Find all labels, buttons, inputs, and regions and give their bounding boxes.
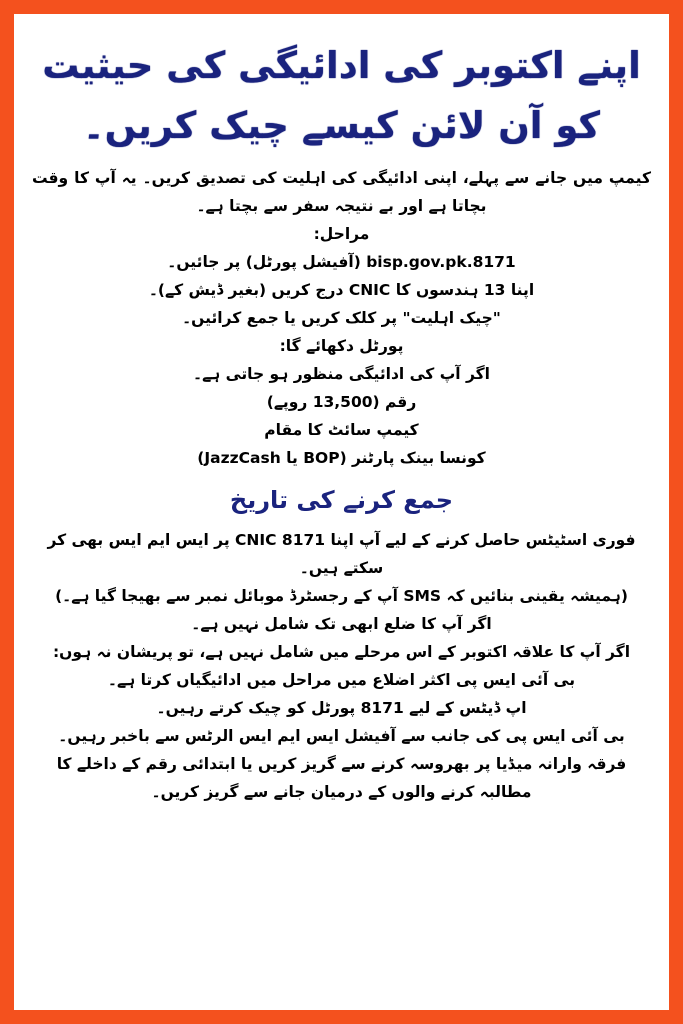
step-item: "چیک اہلیت" پر کلک کریں یا جمع کرائیں۔ (182, 309, 501, 327)
step-item: 8171.bisp.gov.pk (آفیشل پورٹل) پر جائیں۔ (167, 253, 516, 271)
portal-item: کیمپ سائٹ کا مقام (264, 421, 419, 439)
section-item: بی آئی ایس پی کی جانب سے آفیشل ایس ایم ایس الرٹس سے باخبر رہیں۔ (58, 727, 625, 745)
steps-label: مراحل: (313, 225, 370, 243)
article-card (14, 14, 669, 1010)
section-heading: جمع کرنے کی تاریخ (229, 486, 454, 514)
section-item: فوری اسٹیٹس حاصل کرنے کے لیے آپ اپنا CNIC 8171 پر ایس ایم ایس بھی کر سکتے ہیں۔ (47, 531, 636, 577)
portal-label: پورٹل دکھائے گا: (279, 337, 404, 355)
section-item: فرقہ وارانہ میڈیا پر بھروسہ کرنے سے گریز کریں یا ابتدائی رقم کے داخلے کا مطالبہ کرنے والوں کے درمیان جانے سے گریز کریں۔ (56, 755, 627, 801)
portal-item: کونسا بینک پارٹنر (BOP یا JazzCash) (197, 449, 486, 467)
section-item: (ہمیشہ یقینی بنائیں کہ SMS آپ کے رجسٹرڈ موبائل نمبر سے بھیجا گیا ہے۔) (55, 587, 628, 605)
portal-item: اگر آپ کی ادائیگی منظور ہو جاتی ہے۔ (193, 365, 490, 383)
step-item: اپنا 13 ہندسوں کا CNIC درج کریں (بغیر ڈیش کے)۔ (148, 281, 535, 299)
portal-item: رقم (13,500 روپے) (266, 393, 417, 411)
section-item: اپ ڈیٹس کے لیے 8171 پورٹل کو چیک کرتے رہیں۔ (156, 699, 527, 717)
page-title: اپنے اکتوبر کی ادائیگی کی حیثیت کو آن لائن کیسے چیک کریں۔ (42, 44, 641, 147)
section-item: بی آئی ایس پی اکثر اضلاع میں مراحل میں ادائیگیاں کرتا ہے۔ (107, 671, 576, 689)
intro-paragraph: کیمپ میں جانے سے پہلے، اپنی ادائیگی کی اہلیت کی تصدیق کریں۔ یہ آپ کا وقت بچاتا ہے اور بے نتیجہ سفر سے بچتا ہے۔ (32, 169, 651, 215)
section-item: اگر آپ کا ضلع ابھی تک شامل نہیں ہے۔ (191, 615, 492, 633)
section-item: اگر آپ کا علاقہ اکتوبر کے اس مرحلے میں شامل نہیں ہے، تو پریشان نہ ہوں: (52, 643, 631, 661)
